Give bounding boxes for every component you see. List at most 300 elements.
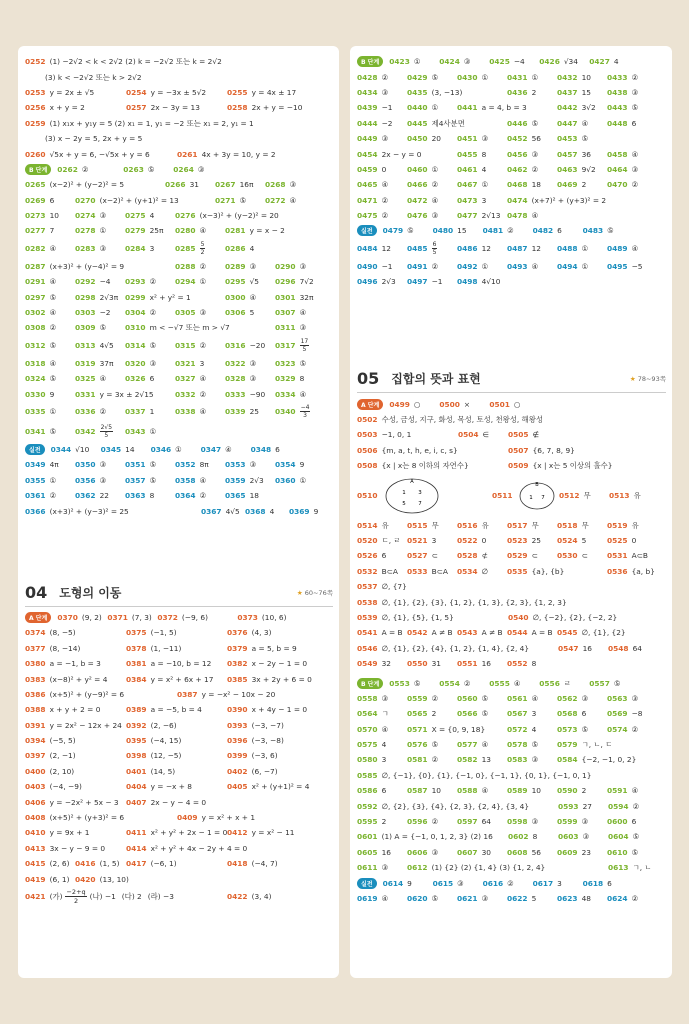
answer-text: ③ <box>531 149 539 159</box>
answer-row <box>357 100 666 115</box>
svg-text:1: 1 <box>401 490 406 497</box>
answer-text: 16 <box>381 847 391 857</box>
problem-number: 0550 <box>407 659 428 669</box>
answer-item <box>507 262 557 271</box>
answer-text: ① <box>413 57 421 67</box>
problem-number: 0297 <box>25 292 46 302</box>
answer-item <box>227 859 327 868</box>
left-answer-panel <box>18 46 339 978</box>
answer-item <box>175 390 225 399</box>
answer-item <box>25 374 75 383</box>
problem-number: 0290 <box>275 261 296 271</box>
problem-number: 0323 <box>275 358 296 368</box>
problem-number: 0532 <box>357 566 378 576</box>
problem-number: 0329 <box>275 374 296 384</box>
answer-item <box>533 226 583 235</box>
answer-text: 2x − y − 4 = 0 <box>150 797 207 807</box>
problem-number: 0288 <box>175 261 196 271</box>
answer-row <box>25 223 333 238</box>
answer-text: {−2, −1, 0, 2} <box>581 755 637 765</box>
answer-item <box>407 73 457 82</box>
answer-text: (8, −5) <box>49 628 76 638</box>
answer-item <box>201 445 251 454</box>
answer-text: 8 <box>481 149 487 159</box>
problem-number: 0506 <box>357 445 378 455</box>
answer-item <box>607 786 657 795</box>
answer-text: ④ <box>581 118 589 128</box>
answer-item <box>507 740 557 749</box>
answer-text: ③ <box>582 832 590 842</box>
problem-number: 0421 <box>25 892 46 902</box>
answer-item <box>245 507 289 516</box>
answer-text: x² + y² + 4x − 2y + 4 = 0 <box>150 843 248 853</box>
problem-number: 0340 <box>275 407 296 417</box>
answer-text: (4, 3) <box>251 628 272 638</box>
problem-number: 0466 <box>407 180 428 190</box>
answer-row <box>25 871 333 886</box>
answer-item <box>175 460 225 469</box>
answer-item <box>25 782 126 791</box>
answer-row <box>357 443 666 458</box>
answer-text: (−3, 6) <box>251 751 278 761</box>
problem-number: 0590 <box>557 786 578 796</box>
answer-text: 2x − y = 0 <box>381 149 422 159</box>
problem-number: 0476 <box>407 211 428 221</box>
problem-number: 0505 <box>508 430 529 440</box>
answer-text: ⑤ <box>607 226 614 236</box>
answer-item <box>175 277 225 286</box>
answer-row <box>357 625 666 640</box>
answer-text: ㄱ <box>381 709 389 719</box>
answer-row <box>357 875 666 890</box>
answer-text: (x−8)² + y² = 4 <box>49 674 108 684</box>
problem-number: 0585 <box>357 770 378 780</box>
answer-row <box>357 579 666 594</box>
answer-text: 64 <box>632 643 642 653</box>
problem-number: 0558 <box>357 693 378 703</box>
problem-number: 0572 <box>507 724 528 734</box>
answer-text: ② <box>431 180 439 190</box>
answer-item <box>275 277 325 286</box>
answer-item <box>608 644 658 653</box>
answer-item <box>25 134 325 143</box>
problem-number: 0492 <box>457 261 478 271</box>
problem-number: 0276 <box>175 211 196 221</box>
problem-number: 0405 <box>227 782 248 792</box>
answer-item <box>25 767 126 776</box>
answer-text: 27 <box>582 801 592 811</box>
answer-row <box>357 85 666 100</box>
problem-number: 0508 <box>357 461 378 471</box>
answer-text: 2 <box>431 709 437 719</box>
answer-text: y = 2x ± √5 <box>49 87 95 97</box>
problem-number: 0388 <box>25 705 46 715</box>
answer-text: ① <box>49 475 57 485</box>
answer-text: ④ <box>531 693 539 703</box>
answer-text: −1, 0, 1 <box>381 430 412 440</box>
problem-number: 0439 <box>357 103 378 113</box>
answer-text: 4 <box>149 211 155 221</box>
answer-text: x² + y² = 1 <box>149 292 191 302</box>
problem-number: 0545 <box>557 628 578 638</box>
answer-text: −8 <box>631 709 643 719</box>
answer-text: (3) x − 2y = 5, 2x + y = 5 <box>45 134 143 144</box>
answer-item <box>25 659 126 668</box>
answer-item <box>457 180 507 189</box>
answer-item <box>607 567 657 576</box>
problem-number: 0292 <box>75 277 96 287</box>
answer-row <box>357 891 666 906</box>
answer-text: (−4, −9) <box>49 782 82 792</box>
answer-item <box>457 536 507 545</box>
answer-item <box>57 613 107 622</box>
answer-item <box>607 848 657 857</box>
answer-item <box>75 359 125 368</box>
answer-text: y = −2x² + 5x − 3 <box>49 797 119 807</box>
answer-item <box>126 628 227 637</box>
answer-block <box>357 517 666 671</box>
problem-number: 0261 <box>177 149 198 159</box>
problem-number: 0367 <box>201 506 222 516</box>
answer-text: ④ <box>431 195 439 205</box>
answer-text: 6 <box>49 195 55 205</box>
answer-text: ④ <box>199 475 207 485</box>
answer-row <box>357 860 666 875</box>
answer-item <box>126 736 227 745</box>
answer-text: 32π <box>299 292 314 302</box>
answer-item <box>225 407 275 416</box>
problem-number: 0600 <box>607 817 628 827</box>
problem-number: 0414 <box>126 843 147 853</box>
problem-number: 0453 <box>557 134 578 144</box>
problem-number: 0255 <box>227 87 248 97</box>
answer-text: (6, −7) <box>251 766 278 776</box>
answer-text: (2, 6) <box>49 859 70 869</box>
problem-number: 0620 <box>407 893 428 903</box>
problem-number: 0591 <box>607 786 628 796</box>
problem-number: 0409 <box>177 813 198 823</box>
answer-row <box>25 85 333 100</box>
problem-number: 0267 <box>215 180 236 190</box>
answer-row <box>357 752 666 767</box>
answer-item <box>557 88 607 97</box>
problem-number: 0317 <box>275 341 296 351</box>
answer-item <box>165 180 215 189</box>
problem-number: 0342 <box>75 427 96 437</box>
problem-number: 0387 <box>177 689 198 699</box>
answer-text: y = −3x ± 5√2 <box>150 87 207 97</box>
answer-item <box>457 694 507 703</box>
answer-item <box>407 786 457 795</box>
answer-text: ③ <box>199 308 207 318</box>
problem-number: 0312 <box>25 341 46 351</box>
answer-item <box>607 165 657 174</box>
answer-item <box>225 226 325 235</box>
answer-text: A = B <box>531 628 553 638</box>
answer-item <box>357 848 407 857</box>
svg-text:7: 7 <box>417 501 422 508</box>
answer-row <box>25 733 333 748</box>
answer-text: (x+3)² + (y−4)² = 9 <box>49 261 125 271</box>
problem-number: 0450 <box>407 134 428 144</box>
answer-item <box>125 359 175 368</box>
answer-text: a = −5, b = 4 <box>150 705 202 715</box>
answer-text: ∅, {−2}, {2}, {−2, 2} <box>532 612 618 622</box>
answer-row <box>25 856 333 871</box>
answer-item <box>275 308 325 317</box>
problem-number: 0398 <box>126 751 147 761</box>
problem-number: 0273 <box>25 211 46 221</box>
answer-item <box>225 390 275 399</box>
answer-text: 0 <box>631 536 637 545</box>
answer-text: (14, 5) <box>150 766 176 776</box>
answer-text: 9√2 <box>581 164 596 174</box>
problem-number: 0286 <box>225 244 246 254</box>
problem-number: 0519 <box>607 520 628 530</box>
problem-number: 0494 <box>557 261 578 271</box>
problem-number: 0442 <box>557 103 578 113</box>
answer-row <box>25 841 333 856</box>
problem-number: 0465 <box>357 180 378 190</box>
answer-text: 6 <box>607 878 612 888</box>
answer-item <box>507 817 557 826</box>
answer-text: ① <box>481 261 489 271</box>
answer-text: 9 <box>299 460 305 470</box>
answer-text: 3 <box>149 244 155 254</box>
level-b-badge: B 단계 <box>357 678 383 689</box>
problem-number: 0359 <box>225 475 246 485</box>
answer-row <box>25 402 333 422</box>
problem-number: 0277 <box>25 226 46 236</box>
answer-item <box>227 675 327 684</box>
answer-text: 7√2 <box>299 277 314 287</box>
answer-item <box>457 196 507 205</box>
problem-number: 0461 <box>457 164 478 174</box>
answer-text: {6, 7, 8, 9} <box>532 445 575 455</box>
answer-item <box>557 262 607 271</box>
answer-item <box>175 491 225 500</box>
answer-item <box>75 374 125 383</box>
answer-text: 31 <box>189 180 199 190</box>
answer-text: (2, −6) <box>150 720 177 730</box>
problem-number: 0573 <box>557 724 578 734</box>
answer-text: X = {0, 9, 18} <box>431 724 486 734</box>
answer-text: −5 <box>631 261 643 271</box>
problem-number: 0422 <box>227 892 248 902</box>
problem-number: 0269 <box>25 195 46 205</box>
answer-item <box>25 88 126 97</box>
answer-item <box>357 134 407 143</box>
problem-number: 0364 <box>175 491 196 501</box>
problem-number: 0559 <box>407 693 428 703</box>
answer-text: 4 <box>531 724 537 734</box>
problem-number: 0533 <box>407 566 428 576</box>
answer-item <box>357 475 492 515</box>
answer-text: ② <box>49 491 57 501</box>
problem-number: 0528 <box>457 551 478 561</box>
answer-text: (3, −13) <box>431 87 463 97</box>
answer-text: y = 9x + 1 <box>49 828 90 838</box>
problem-number: 0445 <box>407 118 428 128</box>
answer-item <box>457 244 507 253</box>
answer-item <box>407 740 457 749</box>
problem-number: 0399 <box>227 751 248 761</box>
answer-text: ① <box>581 244 589 254</box>
problem-number: 0546 <box>357 643 378 653</box>
answer-text: ⑤ <box>531 740 539 750</box>
problem-number: 0531 <box>607 551 628 561</box>
venn-diagram-a <box>382 475 442 515</box>
problem-number: 0375 <box>126 628 147 638</box>
answer-block <box>25 177 333 442</box>
problem-number: 0474 <box>507 195 528 205</box>
answer-text: 10 <box>431 786 441 796</box>
answer-text: ④ <box>49 244 57 254</box>
answer-text: ① <box>531 72 539 82</box>
problem-number: 0471 <box>357 195 378 205</box>
problem-number: 0428 <box>357 72 378 82</box>
problem-number: 0337 <box>125 407 146 417</box>
answer-item <box>75 211 125 220</box>
problem-number: 0495 <box>607 261 628 271</box>
answer-text: 30 <box>481 847 491 857</box>
answer-row <box>25 146 333 161</box>
answer-text: (x+5)² + (y−9)² = 6 <box>49 689 125 699</box>
problem-number: 0467 <box>457 180 478 190</box>
answer-item <box>607 150 657 159</box>
answer-text: 31 <box>431 659 441 669</box>
answer-item <box>389 57 439 66</box>
problem-number: 0512 <box>559 490 580 500</box>
answer-item <box>25 859 75 868</box>
problem-number: 0408 <box>25 813 46 823</box>
answer-text: 5 <box>531 893 537 903</box>
problem-number: 0324 <box>25 374 46 384</box>
problem-number: 0500 <box>439 399 460 409</box>
answer-item <box>457 262 507 271</box>
problem-number: 0460 <box>407 164 428 174</box>
answer-text: ③ <box>99 211 107 221</box>
answer-item <box>439 678 489 689</box>
answer-item <box>126 721 227 730</box>
problem-number: 0296 <box>275 277 296 287</box>
answer-text: m < −√7 또는 m > √7 <box>149 323 230 333</box>
answer-row <box>25 887 333 907</box>
answer-text: 22 <box>99 491 109 501</box>
answer-text: ② <box>199 491 207 501</box>
problem-number: 0287 <box>25 261 46 271</box>
answer-item <box>457 709 507 718</box>
problem-number: 0539 <box>357 612 378 622</box>
answer-item <box>589 678 639 689</box>
answer-text: 36 <box>581 149 591 159</box>
answer-text: ③ <box>149 358 157 368</box>
answer-text: −90 <box>249 389 266 399</box>
problem-number: 0464 <box>607 164 628 174</box>
problem-number: 0309 <box>75 323 96 333</box>
answer-text: a = −10, b = 12 <box>150 659 212 669</box>
answer-text: 10 <box>581 72 591 82</box>
problem-number: 0397 <box>25 751 46 761</box>
answer-text: 2√3 <box>249 475 264 485</box>
answer-item <box>25 244 75 253</box>
answer-item <box>457 134 507 143</box>
problem-number: 0548 <box>608 643 629 653</box>
answer-item <box>607 817 657 826</box>
answer-text: (1) A = {−1, 0, 1, 2, 3} (2) 16 <box>381 832 493 842</box>
problem-number: 0400 <box>25 766 46 776</box>
problem-number: 0417 <box>126 859 147 869</box>
answer-item <box>125 322 275 333</box>
answer-item <box>457 740 507 749</box>
problem-number: 0451 <box>457 134 478 144</box>
problem-number: 0603 <box>558 832 579 842</box>
answer-item <box>175 374 225 383</box>
answer-text: ③ <box>457 878 464 888</box>
problem-number: 0595 <box>357 817 378 827</box>
answer-text: 유 <box>381 520 389 530</box>
svg-text:7: 7 <box>540 495 545 502</box>
problem-number: 0420 <box>75 874 96 884</box>
answer-text: 2 <box>531 87 537 97</box>
answer-text: {a, b} <box>631 566 655 576</box>
problem-number: 0415 <box>25 859 46 869</box>
answer-text: ② <box>381 72 389 82</box>
answer-text: ⊂ <box>531 551 538 561</box>
problem-number: 0304 <box>125 308 146 318</box>
problem-number: 0365 <box>225 491 246 501</box>
problem-number: 0611 <box>357 863 378 873</box>
answer-item <box>107 613 157 622</box>
answer-item <box>25 690 177 699</box>
answer-item <box>126 751 227 760</box>
answer-text: ③ <box>299 261 307 271</box>
answer-text: A ≠ B <box>431 628 453 638</box>
answer-item <box>125 407 175 416</box>
level-practice-badge: 실전 <box>25 444 45 455</box>
answer-item <box>557 755 657 764</box>
answer-item <box>25 211 75 220</box>
problem-number: 0617 <box>532 878 554 888</box>
answer-item <box>607 520 657 531</box>
answer-text: 3x − y − 9 = 0 <box>49 843 106 853</box>
problem-number: 0511 <box>492 490 513 500</box>
problem-number: 0298 <box>75 292 96 302</box>
problem-number: 0549 <box>357 659 378 669</box>
answer-text: ① <box>175 445 182 454</box>
answer-item <box>125 226 175 235</box>
answer-item <box>557 103 607 112</box>
level-a-badge: A 단계 <box>357 399 383 410</box>
problem-number: 0380 <box>25 659 46 669</box>
problem-number: 0432 <box>557 72 578 82</box>
answer-text: (x−3)² + (y−2)² = 20 <box>199 211 279 221</box>
problem-number: 0325 <box>75 374 96 384</box>
problem-number: 0419 <box>25 874 46 884</box>
answer-text: ④ <box>381 893 389 903</box>
answer-item <box>25 751 126 760</box>
answer-row <box>357 706 666 721</box>
answer-item <box>175 241 225 256</box>
answer-item <box>125 460 175 469</box>
answer-text: 12 <box>481 244 491 254</box>
answer-item <box>357 863 407 872</box>
answer-item <box>357 211 407 220</box>
problem-number: 0270 <box>75 195 96 205</box>
answer-text: ⑤ <box>613 678 621 688</box>
answer-item <box>507 150 557 159</box>
answer-item <box>175 407 225 416</box>
